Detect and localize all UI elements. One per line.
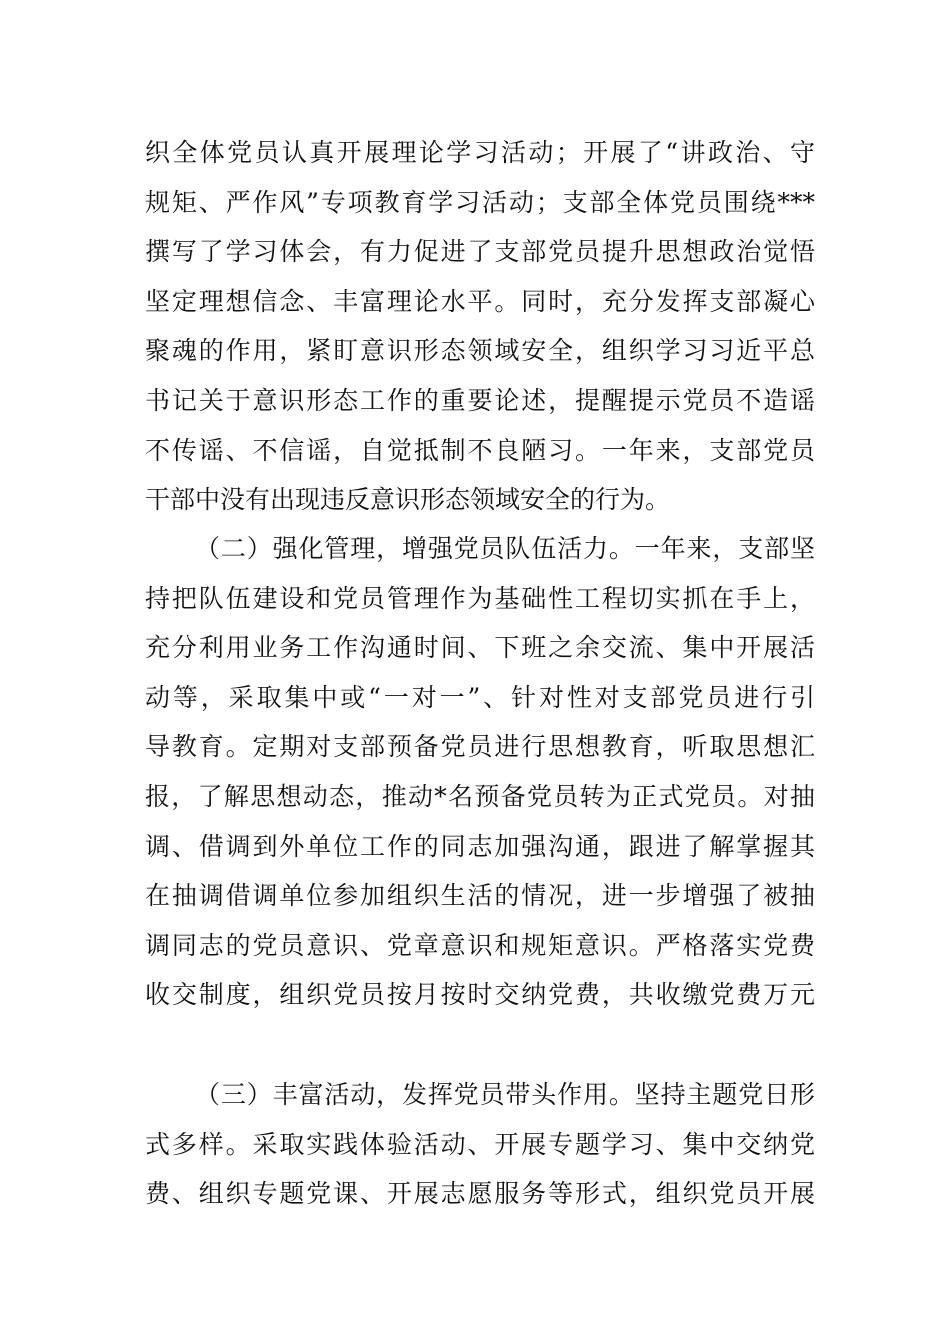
- text-line: 调、借调到外单位工作的同志加强沟通，跟进了解掌握其: [145, 831, 815, 861]
- text-line: 在抽调借调单位参加组织生活的情况，进一步增强了被抽: [145, 881, 815, 911]
- paragraph-strengthen-management: [145, 524, 815, 1020]
- text-line: 不传谣、不信谣，自觉抵制不良陋习。一年来，支部党员: [145, 435, 815, 465]
- text-line: 费、组织专题党课、开展志愿服务等形式，组织党员开展: [145, 1179, 815, 1209]
- text-line: 持把队伍建设和党员管理作为基础性工程切实抓在手上，: [145, 583, 815, 613]
- text-line: 调同志的党员意识、党章意识和规矩意识。严格落实党费: [145, 930, 815, 960]
- section-heading-line: （二）强化管理，增强党员队伍活力。一年来，支部坚: [195, 534, 815, 563]
- text-line: 坚定理想信念、丰富理论水平。同时，充分发挥支部凝心: [145, 286, 815, 316]
- text-line: 报，了解思想动态，推动*名预备党员转为正式党员。对抽: [145, 781, 815, 811]
- text-line: 动等，采取集中或“一对一”、针对性对支部党员进行引: [145, 682, 815, 712]
- paragraph-enrich-activities: [145, 1070, 815, 1219]
- text-line: 收交制度，组织党员按月按时交纳党费，共收缴党费万元: [145, 980, 815, 1010]
- text-line: 书记关于意识形态工作的重要论述，提醒提示党员不造谣: [145, 385, 815, 415]
- text-line: 撰写了学习体会，有力促进了支部党员提升思想政治觉悟: [145, 237, 815, 267]
- paragraph-continuation: [145, 128, 815, 525]
- text-line: 干部中没有出现违反意识形态领域安全的行为。: [145, 485, 671, 515]
- text-line: 织全体党员认真开展理论学习活动；开展了“讲政治、守: [145, 138, 815, 167]
- section-heading-line: （三）丰富活动，发挥党员带头作用。坚持主题党日形: [195, 1080, 815, 1109]
- text-line: 导教育。定期对支部预备党员进行思想教育，听取思想汇: [145, 732, 815, 762]
- text-line: 规矩、严作风”专项教育学习活动；支部全体党员围绕***: [145, 187, 815, 217]
- text-line: 聚魂的作用，紧盯意识形态领域安全，组织学习习近平总: [145, 336, 815, 366]
- text-line: 充分利用业务工作沟通时间、下班之余交流、集中开展活: [145, 633, 815, 663]
- text-line: 式多样。采取实践体验活动、开展专题学习、集中交纳党: [145, 1129, 815, 1159]
